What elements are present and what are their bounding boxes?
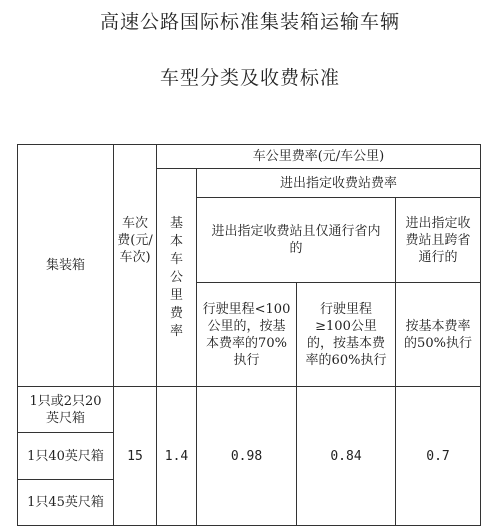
header-trip-fee	[113, 144, 157, 387]
header-container-label: 集装箱	[45, 258, 85, 273]
container-type-label: 1只45英尺箱	[27, 495, 104, 510]
container-type-label: 1只40英尺箱	[27, 448, 104, 464]
value-over-100km	[296, 386, 396, 526]
header-container	[17, 144, 114, 387]
rule-over-100km	[296, 282, 396, 387]
page-subtitle: 车型分类及收费标准	[159, 67, 340, 89]
header-base-rate-char: 基	[169, 215, 183, 231]
header-per-km-rate	[156, 144, 481, 169]
header-base-rate-char: 公	[169, 269, 183, 285]
header-cross-province-label: 进出指定收费站且跨省通行的	[405, 215, 471, 265]
rule-under-100km-label: 行驶里程<100公里的，按基本费率的70%执行	[202, 301, 291, 368]
header-within-province	[196, 197, 396, 283]
header-base-rate-char: 率	[169, 323, 183, 339]
value-base-rate	[156, 386, 197, 526]
value-over-100km-label: 0.84	[330, 448, 362, 464]
header-within-province-label: 进出指定收费站且仅通行省内的	[211, 224, 381, 256]
container-type-label: 1只或2只20英尺箱	[29, 393, 102, 426]
rule-under-100km	[196, 282, 297, 387]
rule-cross-province-label: 按基本费率的50%执行	[404, 318, 472, 351]
header-designated-station-label: 进出指定收费站费率	[279, 175, 397, 191]
header-designated-station	[196, 168, 481, 198]
header-base-rate-char: 车	[169, 251, 183, 267]
table-row-container	[17, 386, 114, 433]
table-row-container	[17, 479, 114, 526]
header-base-rate	[156, 168, 197, 387]
header-base-rate-char: 里	[169, 287, 183, 303]
value-cross-province	[395, 386, 481, 526]
value-under-100km	[196, 386, 297, 526]
value-cross-province-label: 0.7	[426, 448, 450, 464]
table-row-container	[17, 432, 114, 480]
header-per-km-rate-label: 车公里费率(元/车公里)	[252, 149, 385, 164]
header-base-rate-char: 本	[169, 233, 183, 249]
header-trip-fee-label: 车次费(元/车次)	[117, 216, 153, 265]
value-trip-fee-label: 15	[127, 448, 143, 464]
rule-over-100km-label: 行驶里程≥100公里的，按基本费率的60%执行	[305, 301, 387, 368]
value-base-rate-label: 1.4	[164, 448, 189, 464]
value-trip-fee	[113, 386, 157, 526]
header-cross-province	[395, 197, 481, 283]
rule-cross-province	[395, 282, 481, 387]
header-base-rate-char: 费	[169, 305, 183, 321]
page-title: 高速公路国际标准集装箱运输车辆	[99, 11, 400, 33]
value-under-100km-label: 0.98	[230, 448, 263, 464]
